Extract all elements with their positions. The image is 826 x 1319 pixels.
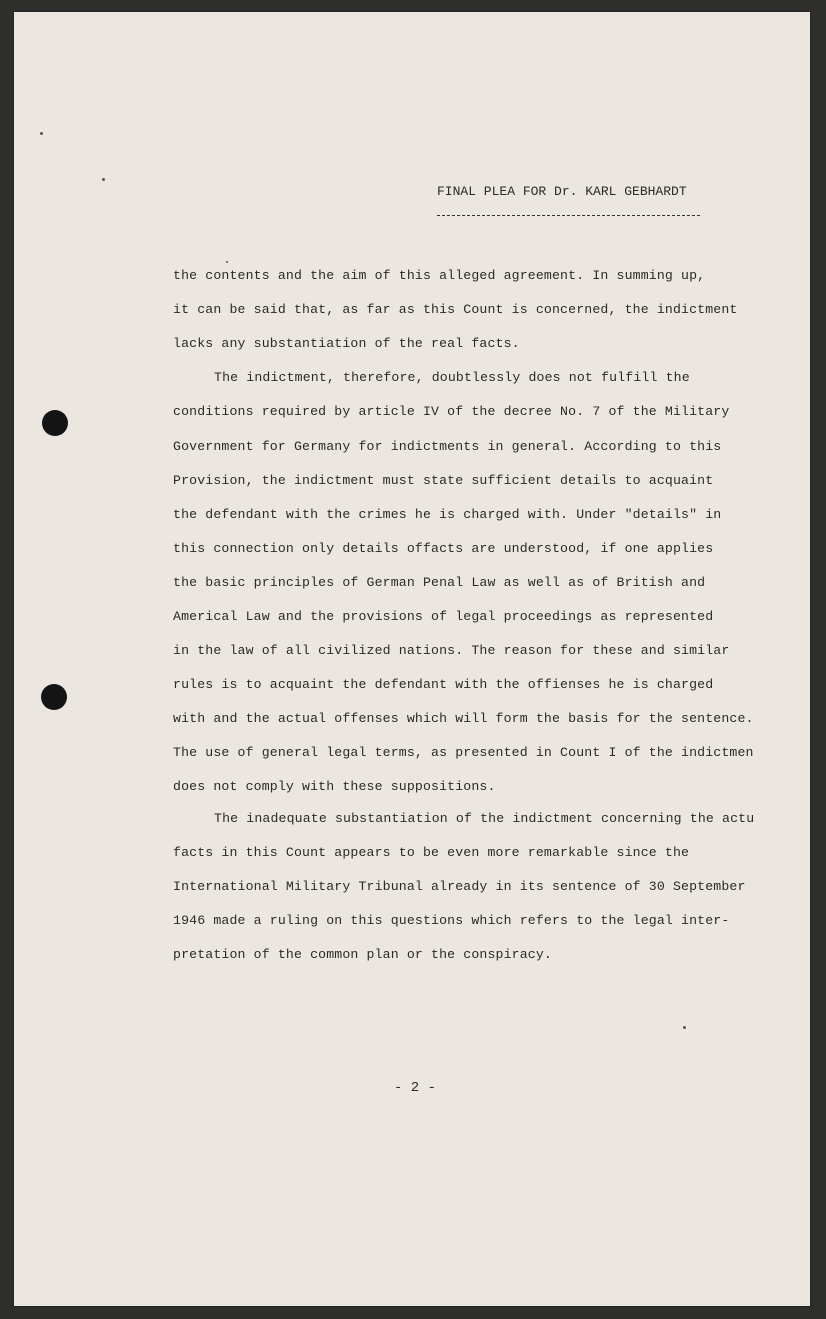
text-line: rules is to acquaint the defendant with the offienses he is charged [173,677,714,692]
text-line: pretation of the common plan or the conspiracy. [173,947,552,962]
text-line: in the law of all civilized nations. The reason for these and similar [173,643,730,658]
text-line: lacks any substantiation of the real facts. [173,336,520,351]
text-line: 1946 made a ruling on this questions which refers to the legal inter- [173,913,730,928]
text-line: with and the actual offenses which will form the basis for the sentence. [173,711,754,726]
document-header-title: FINAL PLEA FOR Dr. KARL GEBHARDT [437,184,687,199]
text-line: the contents and the aim of this alleged agreement. In summing up, [173,268,706,283]
paper-speck [683,1026,686,1029]
text-line: conditions required by article IV of the decree No. 7 of the Military [173,404,730,419]
text-line: The indictment, therefore, doubtlessly does not fulfill the [214,370,690,385]
header-underline [437,215,700,216]
paper-speck [102,178,105,181]
text-line: the defendant with the crimes he is charged with. Under "details" in [173,507,722,522]
text-line: facts in this Count appears to be even more remarkable since the [173,845,690,860]
text-line: Provision, the indictment must state sufficient details to acquaint [173,473,714,488]
text-line: The use of general legal terms, as presented in Count I of the indictmen [173,745,754,760]
punch-hole [41,684,67,710]
text-line: does not comply with these suppositions. [173,779,496,794]
paper-speck [226,261,228,263]
text-line: International Military Tribunal already in its sentence of 30 September [173,879,746,894]
text-line: Americal Law and the provisions of legal proceedings as represented [173,609,714,624]
text-line: The inadequate substantiation of the indictment concerning the actu [214,811,755,826]
text-line: this connection only details offacts are understood, if one applies [173,541,714,556]
punch-hole [42,410,68,436]
paper-speck [40,132,43,135]
text-line: it can be said that, as far as this Count is concerned, the indictment [173,302,738,317]
document-page [14,12,810,1306]
text-line: the basic principles of German Penal Law as well as of British and [173,575,706,590]
page-number: - 2 - [394,1080,437,1096]
text-line: Government for Germany for indictments in general. According to this [173,439,722,454]
